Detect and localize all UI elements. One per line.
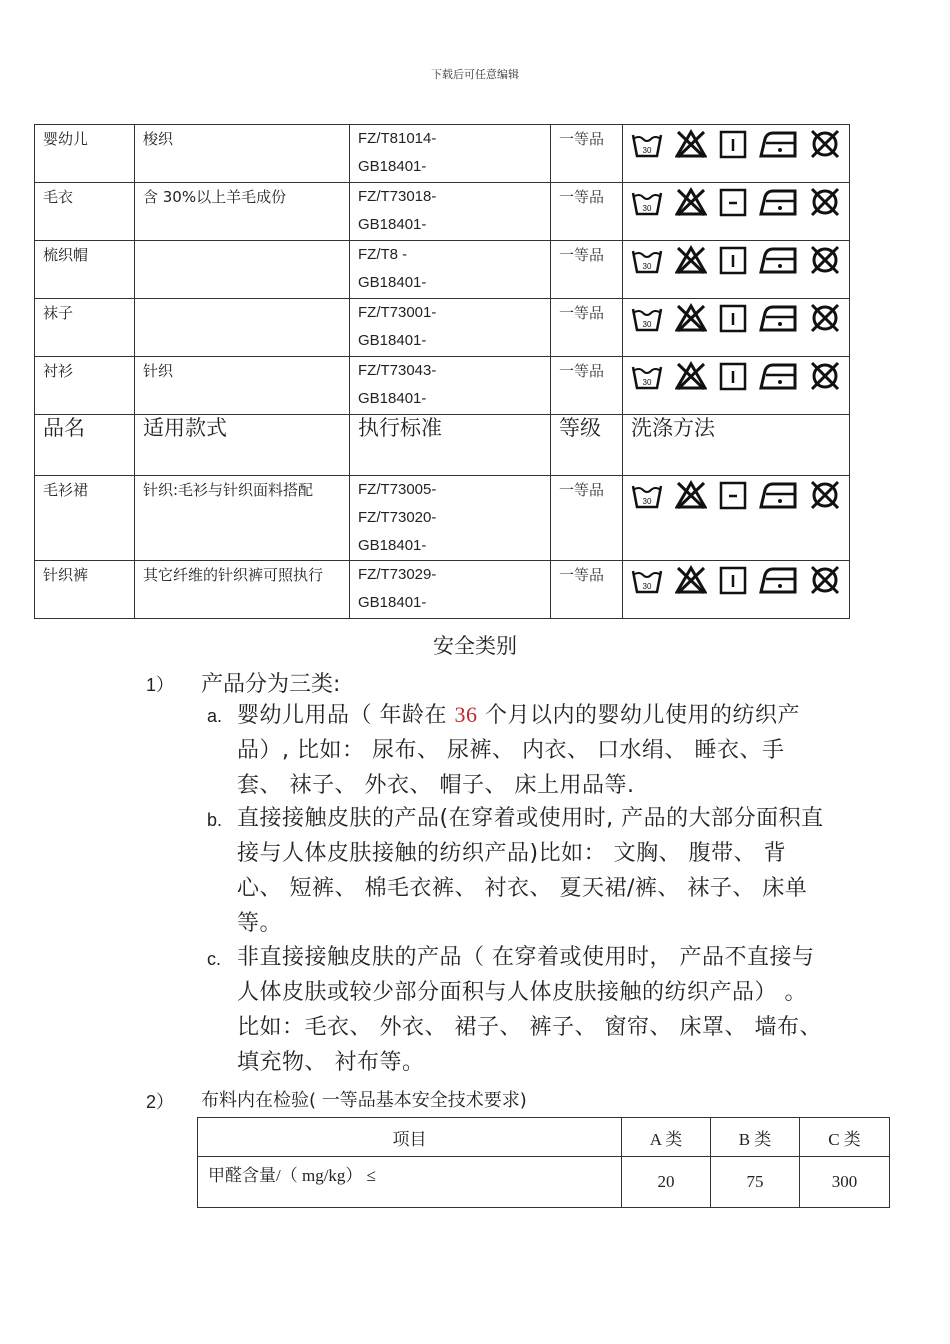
no-dryclean-icon — [809, 303, 841, 333]
product-grade: 一等品 — [551, 561, 623, 619]
standard-code: FZ/T8 - — [358, 246, 408, 263]
col-c: C 类 — [800, 1118, 890, 1157]
row-c-value: 300 — [800, 1157, 890, 1208]
product-standard — [350, 357, 551, 415]
product-standard — [350, 299, 551, 357]
dry-icon — [719, 245, 747, 275]
table-header-row — [35, 415, 850, 476]
iron-icon — [759, 245, 797, 275]
product-style: 梭织 — [135, 125, 350, 183]
no-bleach-icon — [675, 361, 707, 391]
header-wash: 洗涤方法 — [623, 415, 850, 476]
standard-code: GB18401- — [358, 594, 427, 611]
wash-30-icon — [631, 187, 663, 217]
product-grade: 一等品 — [551, 476, 623, 561]
wash-30-icon — [631, 361, 663, 391]
no-bleach-icon — [675, 129, 707, 159]
table-row — [35, 183, 850, 241]
header-note: 下载后可任意编辑 — [431, 68, 519, 81]
no-dryclean-icon — [809, 565, 841, 595]
header-standard: 执行标准 — [350, 415, 551, 476]
product-name: 袜子 — [35, 299, 135, 357]
table-row — [198, 1157, 890, 1208]
iron-icon — [759, 361, 797, 391]
svg-text:30: 30 — [642, 320, 652, 329]
product-name: 毛衫裙 — [35, 476, 135, 561]
wash-30-icon — [631, 565, 663, 595]
product-style: 针织 — [135, 357, 350, 415]
col-item: 项目 — [198, 1118, 622, 1157]
product-name: 针织裤 — [35, 561, 135, 619]
product-style: 其它纤维的针织裤可照执行 — [135, 561, 350, 619]
table-row — [35, 241, 850, 299]
subitem-a-letter: a. — [207, 706, 223, 726]
wash-symbols — [623, 561, 850, 619]
dry-icon — [719, 187, 747, 217]
safety-requirements-table — [197, 1117, 890, 1208]
product-grade: 一等品 — [551, 125, 623, 183]
wash-symbols — [623, 299, 850, 357]
dry-icon — [719, 129, 747, 159]
svg-text:30: 30 — [642, 262, 652, 271]
product-grade: 一等品 — [551, 299, 623, 357]
wash-symbols — [623, 476, 850, 561]
standard-code: FZ/T73001- — [358, 304, 437, 321]
section-title: 安全类别 — [433, 634, 517, 658]
dry-icon — [719, 361, 747, 391]
item-1-text: 产品分为三类: — [201, 672, 341, 697]
wash-symbols — [623, 357, 850, 415]
svg-text:30: 30 — [642, 582, 652, 591]
standard-code: FZ/T73018- — [358, 188, 437, 205]
product-standard — [350, 183, 551, 241]
no-dryclean-icon — [809, 480, 841, 510]
no-bleach-icon — [675, 187, 707, 217]
product-standard — [350, 561, 551, 619]
wash-30-icon — [631, 129, 663, 159]
standard-code: FZ/T73029- — [358, 566, 437, 583]
no-dryclean-icon — [809, 187, 841, 217]
product-style: 含 30%以上羊毛成份 — [135, 183, 350, 241]
iron-icon — [759, 303, 797, 333]
care-label-table — [34, 124, 850, 619]
product-name: 婴幼儿 — [35, 125, 135, 183]
subitem-c-text: 非直接接触皮肤的产品（ 在穿着或使用时， 产品不直接与人体皮肤或较少部分面积与人体皮肤接触的纺织产品） 。比如：毛衣、 外衣、 裙子、 裤子、 窗帘、 床罩、 墙布、 填充物、 衬布等。 — [237, 945, 822, 1075]
no-dryclean-icon — [809, 361, 841, 391]
svg-text:30: 30 — [642, 378, 652, 387]
standard-code: FZ/T81014- — [358, 130, 437, 147]
dry-icon — [719, 565, 747, 595]
subitem-b-text: 直接接触皮肤的产品(在穿着或使用时, 产品的大部分面积直接与人体皮肤接触的纺织产品)比如： 文胸、 腹带、 背心、 短裤、 棉毛衣裤、 衬衣、 夏天裙/裤、 袜子、 床单等。 — [237, 806, 824, 936]
wash-symbols — [623, 125, 850, 183]
item-2-number: 2） — [146, 1092, 175, 1112]
subitem-c — [207, 940, 827, 1080]
subitem-a — [207, 697, 827, 803]
svg-text:30: 30 — [642, 146, 652, 155]
subitem-b-letter: b. — [207, 810, 223, 830]
product-style — [135, 241, 350, 299]
no-bleach-icon — [675, 565, 707, 595]
product-grade: 一等品 — [551, 357, 623, 415]
product-grade: 一等品 — [551, 241, 623, 299]
wash-symbols — [623, 241, 850, 299]
standard-code: GB18401- — [358, 332, 427, 349]
product-style — [135, 299, 350, 357]
no-bleach-icon — [675, 245, 707, 275]
product-name: 衬衫 — [35, 357, 135, 415]
standard-code: GB18401- — [358, 216, 427, 233]
standard-code: FZ/T73005- — [358, 481, 437, 498]
no-bleach-icon — [675, 480, 707, 510]
svg-text:30: 30 — [642, 204, 652, 213]
iron-icon — [759, 187, 797, 217]
subitem-b — [207, 801, 827, 941]
iron-icon — [759, 480, 797, 510]
no-dryclean-icon — [809, 245, 841, 275]
standard-code: FZ/T73020- — [358, 509, 437, 526]
table-row — [35, 299, 850, 357]
dry-icon — [719, 480, 747, 510]
table-row — [35, 476, 850, 561]
standard-code: GB18401- — [358, 537, 427, 554]
standard-code: GB18401- — [358, 158, 427, 175]
product-style: 针织:毛衫与针织面料搭配 — [135, 476, 350, 561]
col-b: B 类 — [711, 1118, 800, 1157]
row-item: 甲醛含量/（ mg/kg） ≤ — [198, 1157, 622, 1208]
product-name: 梳织帽 — [35, 241, 135, 299]
product-grade: 一等品 — [551, 183, 623, 241]
product-name: 毛衣 — [35, 183, 135, 241]
subitem-c-letter: c. — [207, 949, 222, 969]
table-row — [35, 561, 850, 619]
svg-text:30: 30 — [642, 497, 652, 506]
age-highlight: 36 — [454, 702, 478, 727]
row-b-value: 75 — [711, 1157, 800, 1208]
header-name: 品名 — [35, 415, 135, 476]
col-a: A 类 — [622, 1118, 711, 1157]
subitem-a-text: 婴幼儿用品（ 年龄在 36 个月以内的婴幼儿使用的纺织产品）, 比如： 尿布、 尿裤、 内衣、 口水绢、 睡衣、手套、 袜子、 外衣、 帽子、 床上用品等. — [237, 702, 800, 798]
row-a-value: 20 — [622, 1157, 711, 1208]
iron-icon — [759, 565, 797, 595]
wash-30-icon — [631, 303, 663, 333]
product-standard — [350, 476, 551, 561]
no-bleach-icon — [675, 303, 707, 333]
header-style: 适用款式 — [135, 415, 350, 476]
standard-code: FZ/T73043- — [358, 362, 437, 379]
wash-30-icon — [631, 245, 663, 275]
standard-code: GB18401- — [358, 390, 427, 407]
standard-code: GB18401- — [358, 274, 427, 291]
wash-30-icon — [631, 480, 663, 510]
table-row — [35, 125, 850, 183]
product-standard — [350, 241, 551, 299]
item-1-number: 1） — [146, 675, 175, 695]
product-standard — [350, 125, 551, 183]
table-row — [35, 357, 850, 415]
item-2-text: 布料内在检验( 一等品基本安全技术要求) — [201, 1090, 527, 1111]
header-grade: 等级 — [551, 415, 623, 476]
no-dryclean-icon — [809, 129, 841, 159]
wash-symbols — [623, 183, 850, 241]
dry-icon — [719, 303, 747, 333]
iron-icon — [759, 129, 797, 159]
safety-table-header — [198, 1118, 890, 1157]
